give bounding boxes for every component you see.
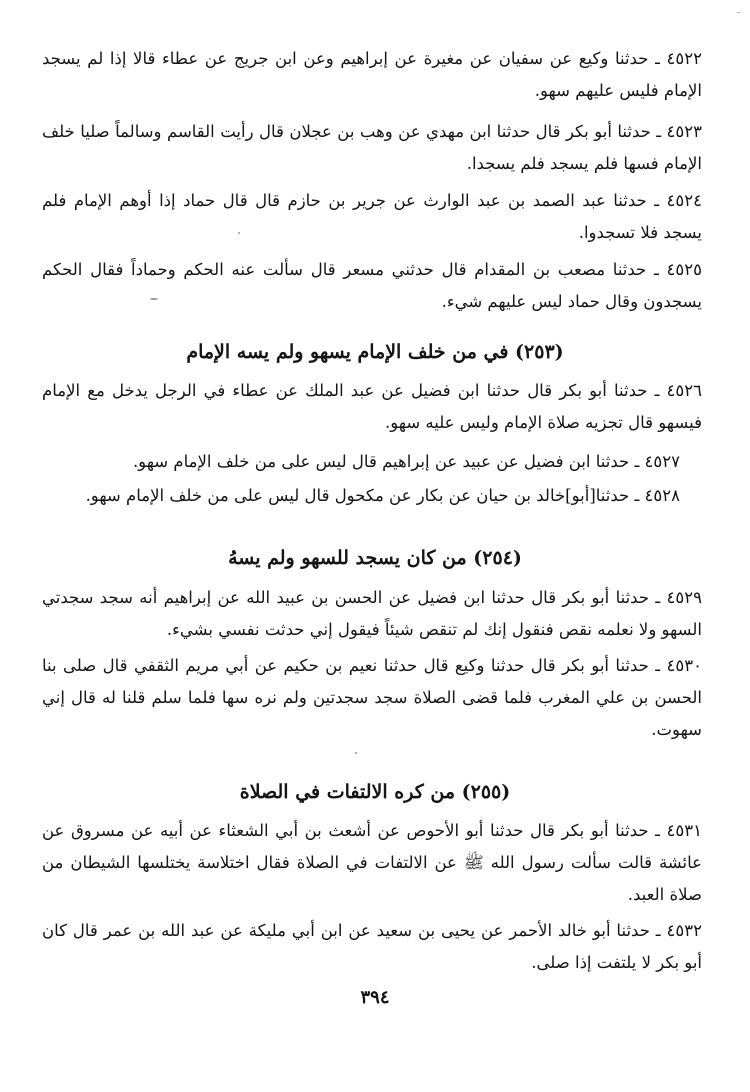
hadith-4526: ٤٥٢٦ ـ حدثنا أبو بكر قال حدثنا ابن فضيل عن عبد الملك عن عطاء في الرجل يدخل مع الإمام فيسهو قال تجزيه صلاة الإمام وليس عليه سهو. — [42, 381, 702, 432]
hadith-4530: ٤٥٣٠ ـ حدثنا أبو بكر قال حدثنا وكيع قال حدثنا نعيم بن حكيم عن أبي مريم الثقفي قال صلى بنا الحسن بن علي المغرب فلما قضى الصلاة سجد سجدتين ولم نره سها فلما سلم قلنا له قال إني سهوت. — [42, 656, 702, 739]
hadith-4531: ٤٥٣١ ـ حدثنا أبو بكر قال حدثنا أبو الأحوص عن أشعث بن أبي الشعثاء عن أبيه عن مسروق عن عائشة قالت سألت رسول الله ﷺ عن الالتفات في الصلاة فقال اختلاسة يختلسها الشيطان من صلاة العبد. — [42, 821, 702, 904]
hadith-4528: ٤٥٢٨ ـ حدثنا[أبو]خالد بن حيان عن بكار عن مكحول قال ليس على من خلف الإمام سهو. — [85, 486, 680, 505]
chapter-heading-253: (٢٥٣) في من خلف الإمام يسهو ولم يسه الإمام — [186, 341, 564, 363]
hadith-4527: ٤٥٢٧ ـ حدثنا ابن فضيل عن عبيد عن إبراهيم قال ليس على من خلف الإمام سهو. — [132, 452, 680, 471]
hadith-4532: ٤٥٣٢ ـ حدثنا أبو خالد الأحمر عن يحيى بن سعيد عن ابن أبي مليكة عن عبد الله بن عمر قال كان أبو بكر لا يلتفت إذا صلى. — [42, 921, 702, 972]
scan-speck — [150, 298, 158, 300]
hadith-4522: ٤٥٢٢ ـ حدثنا وكيع عن سفيان عن مغيرة عن إبراهيم وعن ابن جريج عن عطاء قالا إذا لم يسجد الإمام فليس عليهم سهو. — [42, 49, 702, 100]
scan-speck — [355, 752, 357, 754]
scan-speck — [737, 12, 740, 13]
hadith-4525: ٤٥٢٥ ـ حدثنا مصعب بن المقدام قال حدثني مسعر قال سألت عنه الحكم وحماداً فقال الحكم يسجدون وقال حماد ليس عليهم شيء. — [42, 260, 702, 311]
chapter-heading-254: (٢٥٤) من كان يسجد للسهو ولم يسهُ — [228, 547, 522, 569]
hadith-4523: ٤٥٢٣ ـ حدثنا أبو بكر قال حدثنا ابن مهدي عن وهب بن عجلان قال رأيت القاسم وسالماً صليا خلف الإمام فسها فلم يسجد فلم يسجدا. — [42, 122, 702, 173]
hadith-4524: ٤٥٢٤ ـ حدثنا عبد الصمد بن عبد الوارث عن جرير بن حازم قال قال حماد إذا أوهم الإمام فلم يسجد فلا تسجدوا. — [42, 191, 702, 242]
hadith-4529: ٤٥٢٩ ـ حدثنا أبو بكر قال حدثنا ابن فضيل عن الحسن بن عبيد الله عن إبراهيم أنه سجد سجدتي السهو ولا نعلمه نقص فنقول إنك لم تنقص شيئاً فيقول إني حدثت نفسي بشيء. — [42, 588, 702, 639]
chapter-heading-255: (٢٥٥) من كره الالتفات في الصلاة — [239, 781, 511, 803]
scan-speck — [238, 232, 240, 234]
page-number: ٣٩٤ — [360, 987, 390, 1008]
